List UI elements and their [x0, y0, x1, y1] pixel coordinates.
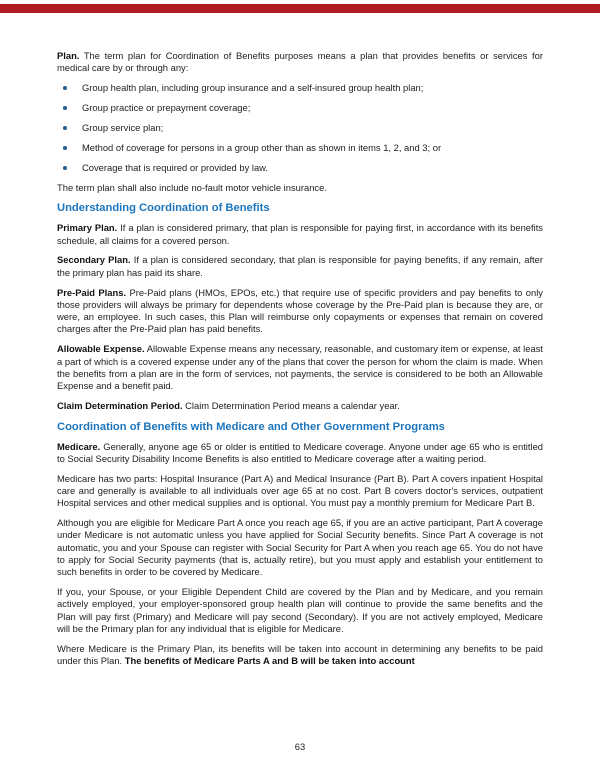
bullet-icon: [63, 126, 67, 130]
term-primary-text: If a plan is considered primary, that plan is responsible for paying first, in accordance with its benefits schedule, all claims for a covered person.: [57, 222, 543, 246]
list-item: [57, 102, 543, 114]
paragraph-actively-employed: If you, your Spouse, or your Eligible Dependent Child are covered by the Plan and by Medicare, and you remain actively employed, your employer-sponsored group health plan will continue to provide the same benefits and the Plan will pay first (Primary) and Medicare will pay second (Secondary). If you are not actively employed, Medicare will be the Primary plan for any individual that is eligible for Medicare.: [57, 586, 543, 635]
term-prepaid-text: Pre-Paid plans (HMOs, EPOs, etc.) that require use of specific providers and pay benefits to only those providers will always be primary for dependents whose coverage by the Pre-Paid plan is because they are, or were, an employee. In such cases, this Plan will reimburse only copayments or expenses that remain on covered charges after the Pre-Paid plan has paid benefits.: [57, 286, 543, 335]
bullet-icon: [63, 166, 67, 170]
where-medicare-text: Where Medicare is the Primary Plan, its benefits will be taken into account in determining any benefits to be paid under this Plan.: [57, 642, 543, 667]
section-heading-understanding-cob: Understanding Coordination of Benefits: [57, 202, 270, 215]
list-item: [57, 142, 543, 154]
bullet-icon: [63, 146, 67, 150]
list-item-text: Group practice or prepayment coverage;: [82, 101, 251, 113]
paragraph-medicare-part-a-eligibility: Although you are eligible for Medicare Part A once you reach age 65, if you are an active participant, Part A coverage under Medicare is not automatic unless you have applied for Social Security benefits. Since Part A coverage is not automatic, you and your Spouse can register with Social Security for Part A when you reach age 65. You do not have to apply for Social Security payments (that is, actually retire), but you must apply and establish your entitlement to such benefits in order to be covered by Medicare.: [57, 517, 543, 578]
paragraph-prepaid-plans: [57, 287, 543, 336]
paragraph-allowable-expense: [57, 343, 543, 392]
term-claim-text: Claim Determination Period means a calendar year.: [182, 399, 400, 411]
term-allowable-text: Allowable Expense means any necessary, reasonable, and customary item or expense, at least a part of which is a covered expense under any of the plans that cover the person for whom the claim is made. When the benefits from a plan are in the form of services, not payments, the service is considered to be both an Allowable Expense and a benefit paid.: [57, 343, 543, 392]
list-item: [57, 162, 543, 174]
page-content: [57, 50, 543, 675]
where-medicare-bold-tail: The benefits of Medicare Parts A and B will be taken into account: [122, 655, 415, 667]
term-secondary-text: If a plan is considered secondary, that plan is responsible for paying benefits, if any remain, after the primary plan has paid its share.: [57, 254, 543, 278]
term-medicare-lead: Medicare.: [57, 440, 101, 452]
term-claim-lead: Claim Determination Period.: [57, 399, 183, 411]
paragraph-medicare-primary: [57, 643, 543, 668]
paragraph-no-fault: The term plan shall also include no-fault motor vehicle insurance.: [57, 181, 327, 193]
term-medicare-text: Generally, anyone age 65 or older is entitled to Medicare coverage. Anyone under age 65 who is entitled to Social Security Disability Income Benefits is also entitled to Medicare coverage after a waiting period.: [57, 440, 543, 464]
term-plan-text: The term plan for Coordination of Benefits purposes means a plan that provides benefits or services for medical care by or through any:: [57, 50, 543, 74]
bullet-icon: [63, 86, 67, 90]
plan-types-list: [57, 82, 543, 174]
list-item-text: Group health plan, including group insurance and a self-insured group health plan;: [82, 82, 424, 94]
list-item-text: Coverage that is required or provided by law.: [82, 161, 269, 173]
list-item-text: Method of coverage for persons in a group other than as shown in items 1, 2, and 3; or: [82, 141, 442, 153]
term-secondary-lead: Secondary Plan.: [57, 254, 131, 266]
paragraph-medicare-definition: [57, 441, 543, 466]
list-item: [57, 82, 543, 94]
term-primary-lead: Primary Plan.: [57, 222, 118, 234]
top-red-bar: [0, 4, 600, 13]
bullet-icon: [63, 106, 67, 110]
page-number: 63: [294, 741, 306, 752]
paragraph-secondary-plan: [57, 254, 543, 279]
paragraph-plan-definition: [57, 50, 543, 75]
term-plan-lead: Plan.: [57, 50, 80, 61]
paragraph-medicare-two-parts: Medicare has two parts: Hospital Insurance (Part A) and Medical Insurance (Part B). Part A covers inpatient Hospital care and generally is available to all individuals over age 65 at no cost. Part B covers doctor's services, outpatient Hospital services and other medical supplies and is optional. You must pay a monthly premium for Medicare Part B.: [57, 472, 543, 509]
paragraph-claim-determination: [57, 400, 543, 412]
list-item-text: Group service plan;: [82, 121, 164, 133]
term-prepaid-lead: Pre-Paid Plans.: [57, 286, 127, 298]
paragraph-primary-plan: [57, 222, 543, 247]
section-heading-cob-medicare: Coordination of Benefits with Medicare and Other Government Programs: [57, 420, 445, 433]
list-item: [57, 122, 543, 134]
term-allowable-lead: Allowable Expense.: [57, 343, 145, 355]
